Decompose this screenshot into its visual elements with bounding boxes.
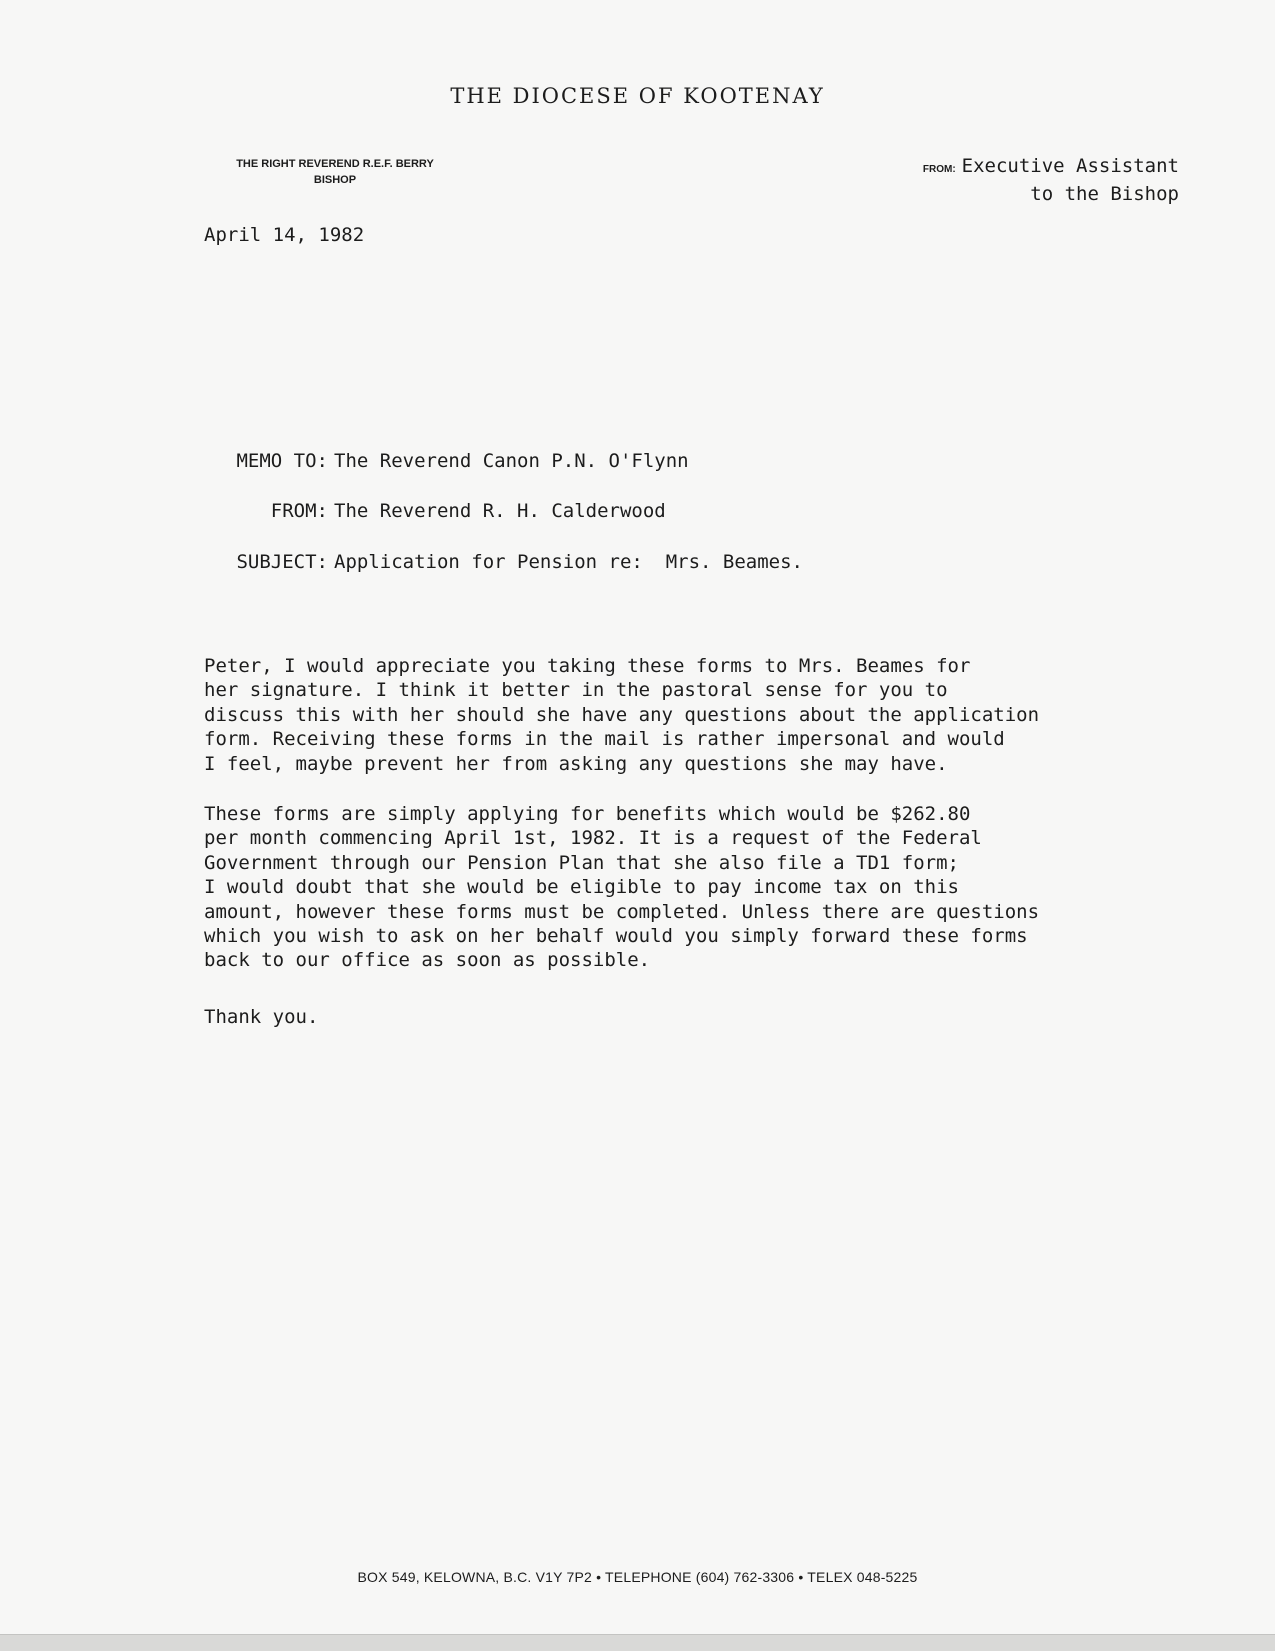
paragraph-line: discuss this with her should she have any questions about the application bbox=[204, 703, 1040, 726]
paragraph-line: which you wish to ask on her behalf would you simply forward these forms bbox=[204, 925, 1028, 948]
memo-to-label: MEMO TO: bbox=[236, 450, 328, 472]
diocese-title: THE DIOCESE OF KOOTENAY bbox=[450, 84, 825, 108]
page-bottom-edge bbox=[0, 1634, 1275, 1651]
memo-to-value: The Reverend Canon P.N. O'Flynn bbox=[334, 450, 689, 472]
from-office-line2: to the Bishop bbox=[1030, 183, 1179, 205]
from-office-line1: Executive Assistant bbox=[961, 155, 1179, 177]
bishop-title: BISHOP bbox=[313, 174, 357, 186]
bishop-name: THE RIGHT REVEREND R.E.F. BERRY bbox=[236, 158, 434, 170]
letter-date: April 14, 1982 bbox=[204, 224, 365, 246]
from-tag: FROM: bbox=[922, 164, 956, 175]
paragraph-line: Government through our Pension Plan that she also file a TD1 form; bbox=[204, 851, 959, 874]
memo-from-value: The Reverend R. H. Calderwood bbox=[334, 500, 666, 522]
memo-subject-label: SUBJECT: bbox=[236, 551, 328, 573]
paragraph-line: I feel, maybe prevent her from asking any questions she may have. bbox=[204, 752, 948, 775]
memo-to-row bbox=[204, 450, 689, 472]
paragraph-line: back to our office as soon as possible. bbox=[204, 949, 651, 972]
body-paragraph-2 bbox=[204, 802, 1039, 973]
letterhead-footer-address: BOX 549, KELOWNA, B.C. V1Y 7P2 • TELEPHONE (604) 762-3306 • TELEX 048-5225 bbox=[357, 1569, 918, 1585]
paragraph-line: form. Receiving these forms in the mail is rather impersonal and would bbox=[204, 728, 1005, 751]
bishop-block bbox=[190, 156, 480, 188]
body-paragraph-1 bbox=[204, 654, 1039, 776]
paragraph-line: per month commencing April 1st, 1982. It is a request of the Federal bbox=[204, 827, 982, 850]
memo-from-row bbox=[204, 500, 666, 522]
memo-from-label: FROM: bbox=[270, 500, 328, 522]
paragraph-line: her signature. I think it better in the pastoral sense for you to bbox=[204, 679, 948, 702]
sender-office-block bbox=[923, 154, 1179, 207]
memo-subject-value: Application for Pension re: Mrs. Beames. bbox=[334, 551, 803, 573]
memo-subject-row bbox=[204, 551, 803, 573]
paragraph-line: amount, however these forms must be completed. Unless there are questions bbox=[204, 900, 1040, 923]
paragraph-line: These forms are simply applying for benefits which would be $262.80 bbox=[204, 803, 971, 825]
closing-line: Thank you. bbox=[204, 1006, 319, 1028]
paragraph-line: Peter, I would appreciate you taking these forms to Mrs. Beames for bbox=[204, 655, 971, 677]
paragraph-line: I would doubt that she would be eligible to pay income tax on this bbox=[204, 876, 959, 899]
